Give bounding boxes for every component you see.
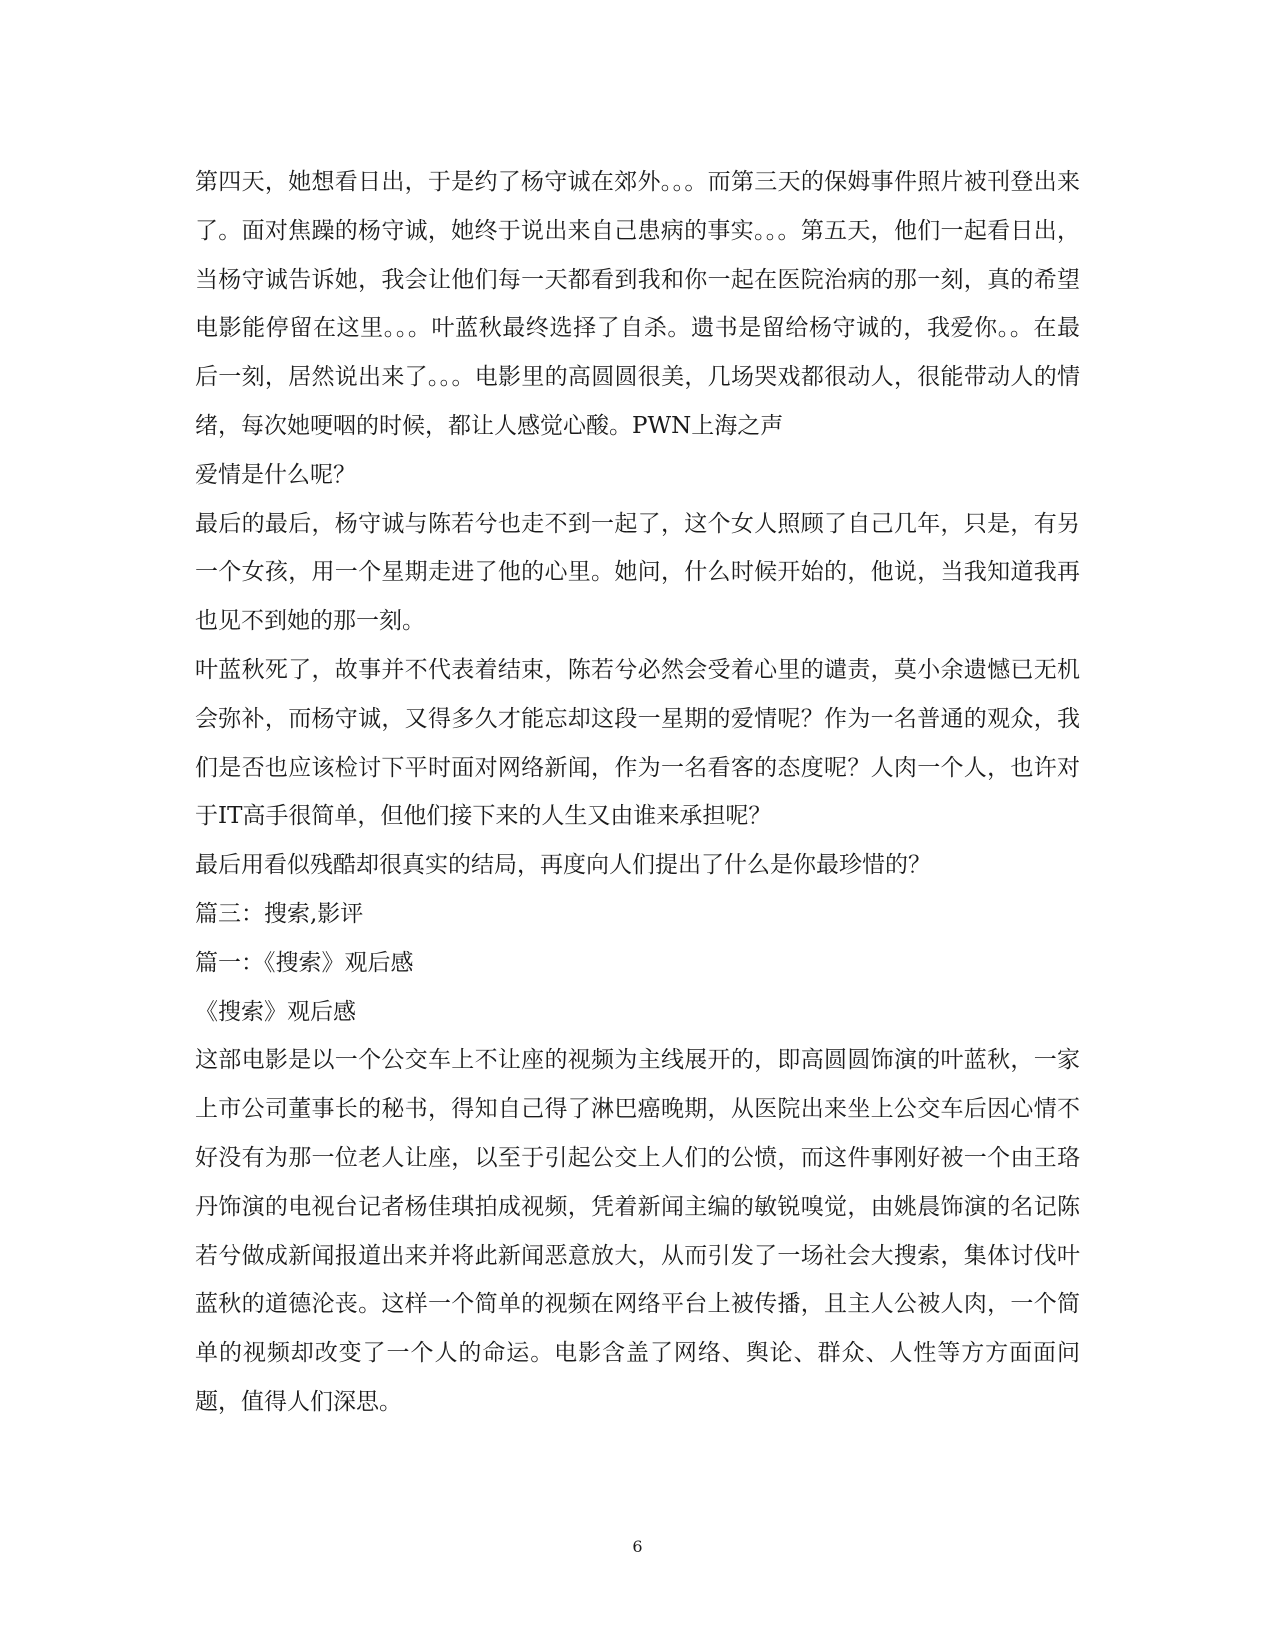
section-heading-part-one: 篇一：《搜索》观后感 xyxy=(195,949,414,976)
page-number: 6 xyxy=(632,1537,643,1556)
paragraph-final-outcome: 最后的最后，杨守诚与陈若兮也走不到一起了，这个女人照顾了自己几年，只是，有另一个女孩，用一个星期走进了他的心里。她问，什么时候开始的，他说，当我知道我再也见不到她的那一刻。 xyxy=(195,510,1080,635)
paragraph-reflection: 叶蓝秋死了，故事并不代表着结束，陈若兮必然会受着心里的谴责，莫小余遗憾已无机会弥补，而杨守诚，又得多久才能忘却这段一星期的爱情呢？作为一名普通的观众，我们是否也应该检讨下平时面对网络新闻，作为一名看客的态度呢？人肉一个人，也许对于IT高手很简单，但他们接下来的人生又由谁来承担呢？ xyxy=(195,656,1080,830)
paragraph-film-summary: 这部电影是以一个公交车上不让座的视频为主线展开的，即高圆圆饰演的叶蓝秋，一家上市公司董事长的秘书，得知自己得了淋巴癌晚期，从医院出来坐上公交车后因心情不好没有为那一位老人让座，以至于引起公交上人们的公愤，而这件事刚好被一个由王珞丹饰演的电视台记者杨佳琪拍成视频，凭着新闻主编的敏锐嗅觉，由姚晨饰演的名记陈若兮做成新闻报道出来并将此新闻恶意放大，从而引发了一场社会大搜索，集体讨伐叶蓝秋的道德沦丧。这样一个简单的视频在网络平台上被传播，且主人公被人肉，一个简单的视频却改变了一个人的命运。电影含盖了网络、舆论、群众、人性等方方面面问题，值得人们深思。 xyxy=(195,1047,1080,1415)
body-text xyxy=(195,158,1080,1427)
article-title: 《搜索》观后感 xyxy=(195,998,356,1025)
paragraph-conclusion: 最后用看似残酷却很真实的结局，再度向人们提出了什么是你最珍惜的？ xyxy=(195,852,931,879)
paragraph-love-question: 爱情是什么呢？ xyxy=(195,461,356,488)
paragraph-story-ending: 第四天，她想看日出，于是约了杨守诚在郊外。。。而第三天的保姆事件照片被刊登出来了。面对焦躁的杨守诚，她终于说出来自己患病的事实。。。第五天，他们一起看日出，当杨守诚告诉她，我会让他们每一天都看到我和你一起在医院治病的那一刻，真的希望电影能停留在这里。。。叶蓝秋最终选择了自杀。遗书是留给杨守诚的，我爱你。。在最后一刻，居然说出来了。。。电影里的高圆圆很美，几场哭戏都很动人，很能带动人的情绪，每次她哽咽的时候，都让人感觉心酸。PWN上海之声 xyxy=(195,169,1080,439)
section-heading-part-three: 篇三：搜索,影评 xyxy=(195,900,364,927)
